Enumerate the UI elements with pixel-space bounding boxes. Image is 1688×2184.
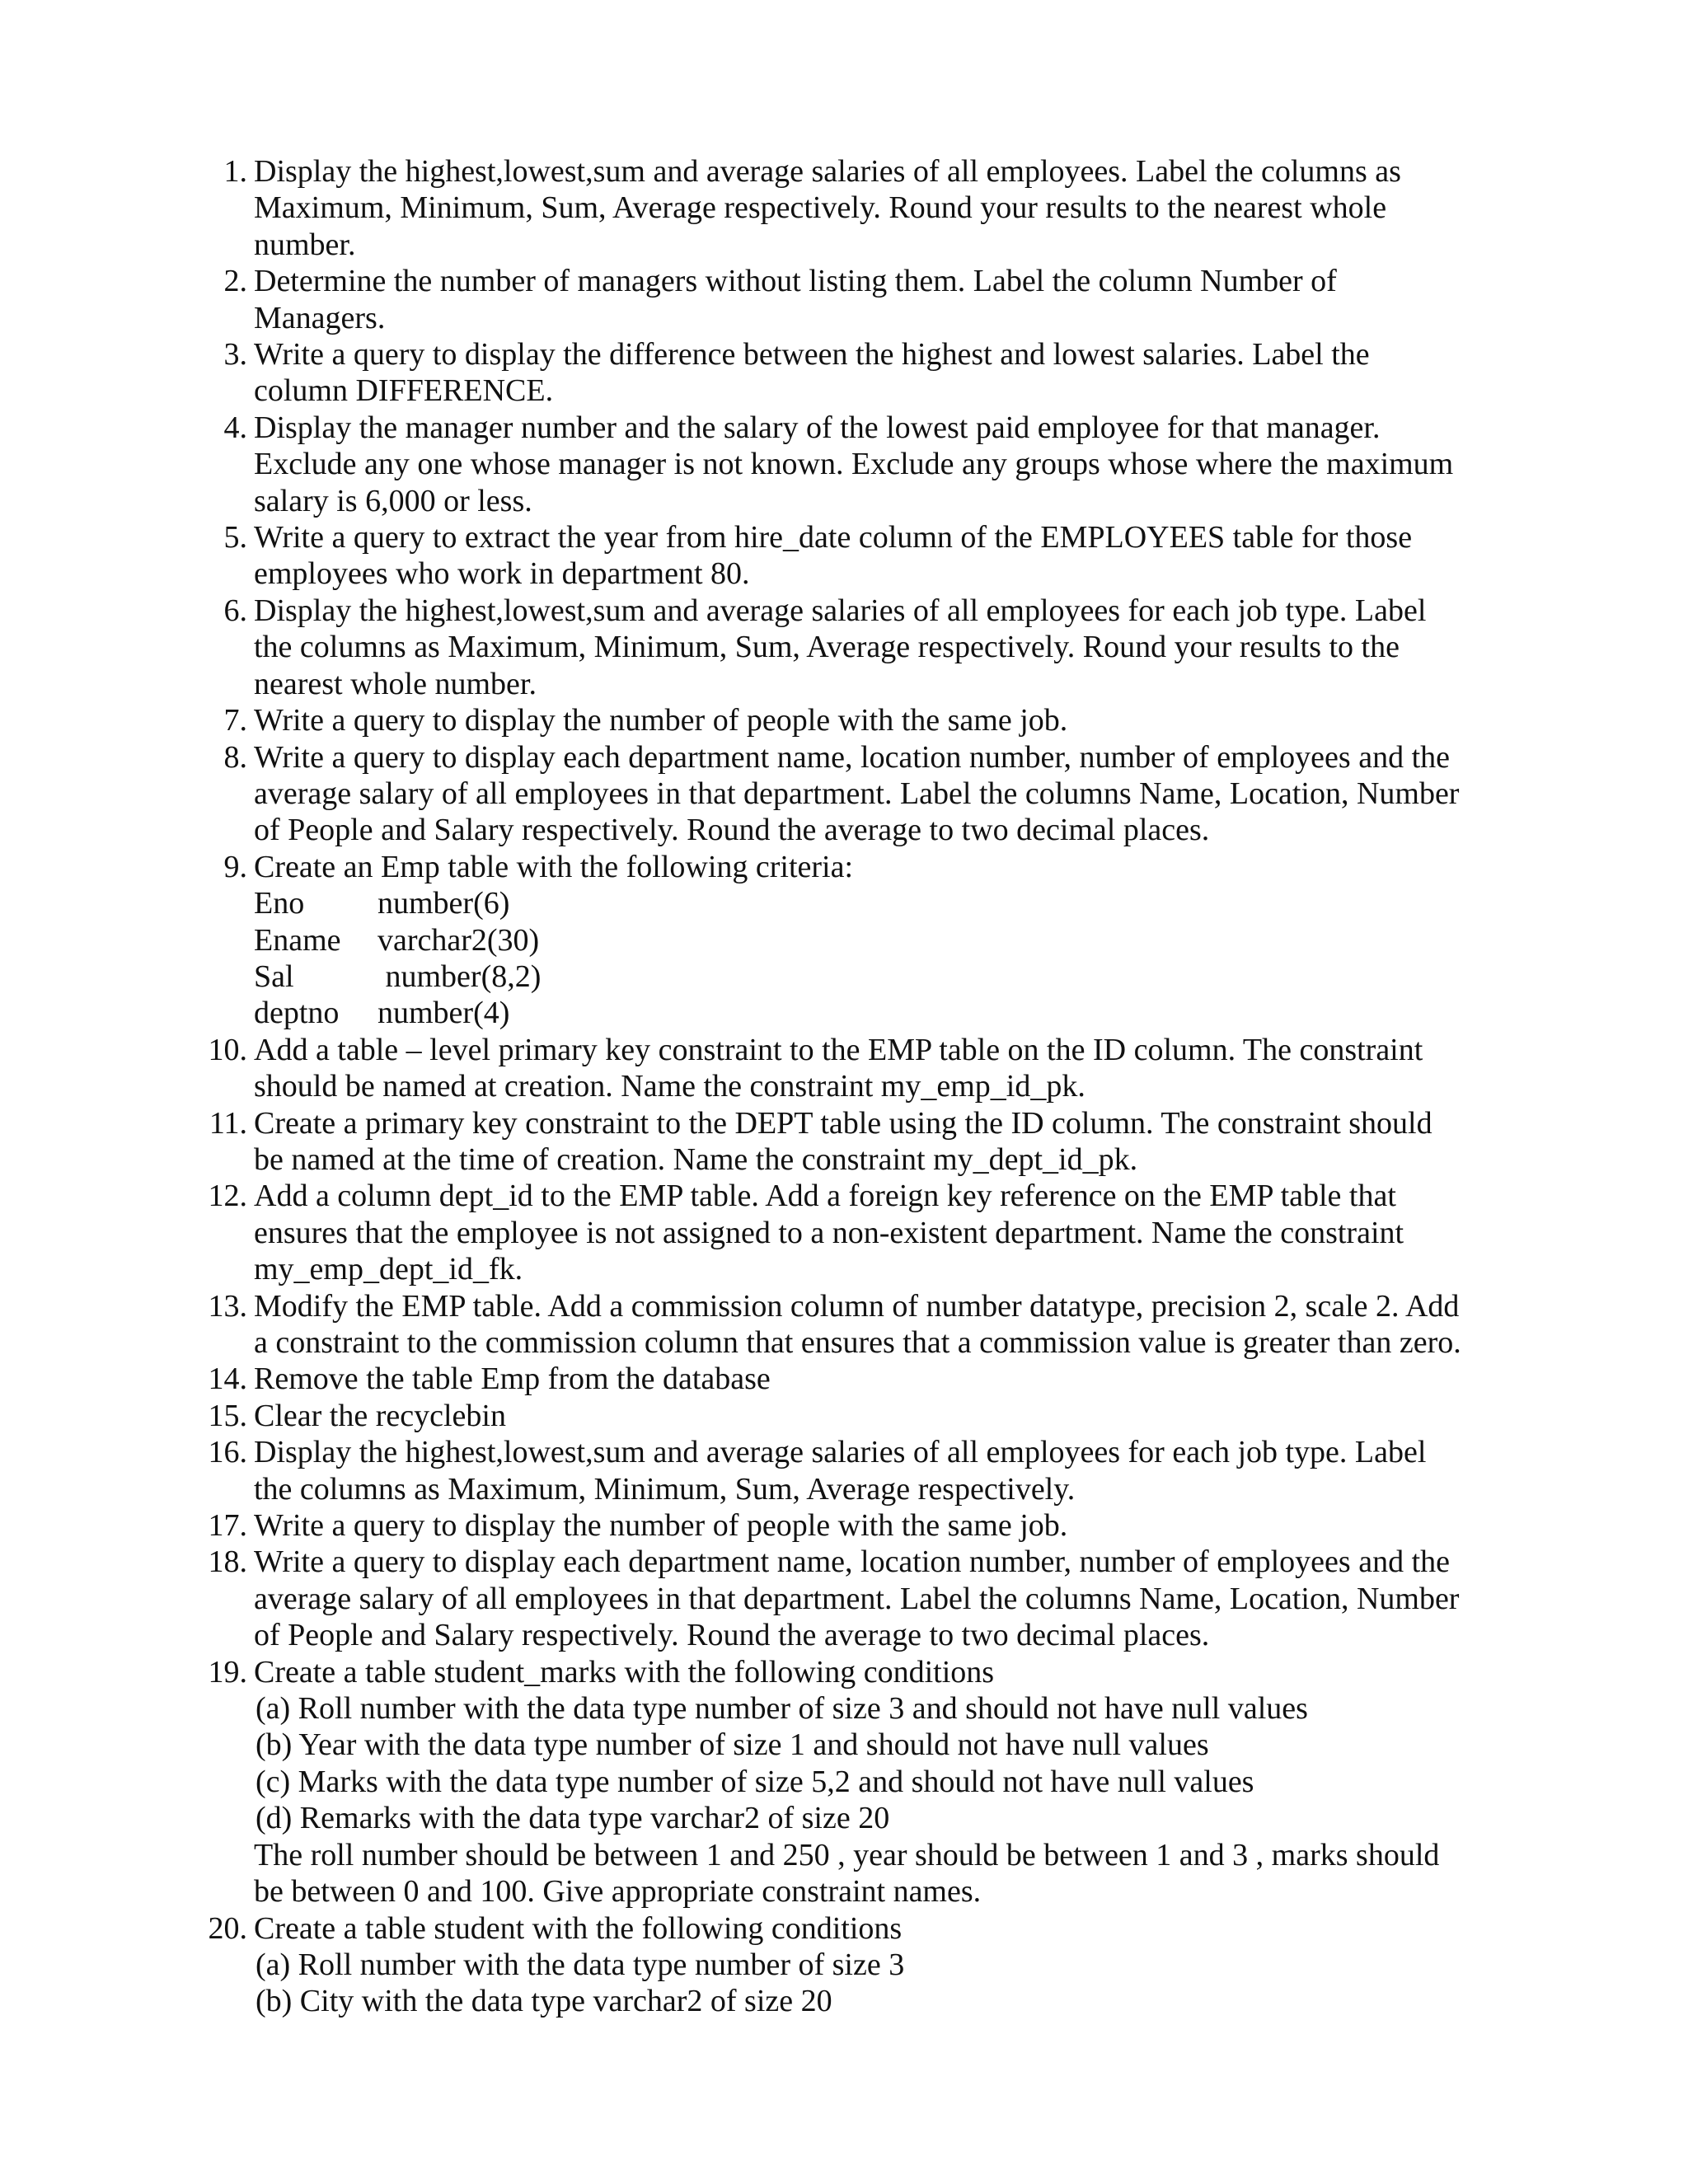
question-text-line: Modify the EMP table. Add a commission column of number datatype, precision 2, scale 2. Add [254,1288,1460,1324]
question-text-line: Display the highest,lowest,sum and average salaries of all employees for each job type. Label [254,1435,1427,1470]
question-text-line: Remove the table Emp from the database [254,1361,771,1397]
question-item [198,1178,1533,1287]
question-item [198,1288,1533,1361]
question-text-line: Determine the number of managers without listing them. Label the column Number of [254,264,1337,299]
question-number: 15. [208,1398,247,1433]
schema-row [254,885,1533,921]
question-text-line: Write a query to display each department name, location number, number of employees and the [254,1544,1450,1580]
question-number: 16. [208,1435,247,1470]
question-number: 19. [208,1654,247,1690]
question-text-line: Managers. [254,300,386,335]
condition-line: (c) Marks with the data type number of size 5,2 and should not have null values [256,1764,1254,1799]
question-number: 5. [223,520,247,555]
question-number: 1. [223,154,247,189]
condition-line: (a) Roll number with the data type number of size 3 and should not have null values [256,1691,1308,1727]
question-item [198,1910,1533,2020]
question-text-line: Create a table student with the following conditions [254,1910,903,1946]
question-number: 11. [209,1105,247,1141]
question-item [198,1398,1533,1434]
schema-column-name: Sal [254,958,294,994]
question-item [198,1654,1533,1910]
question-text-line: nearest whole number. [254,666,537,701]
question-number: 2. [223,264,247,299]
question-number: 7. [223,703,247,738]
question-item [198,1434,1533,1507]
schema-column-type: number(8,2) [377,958,542,994]
question-number: 14. [208,1361,247,1397]
schema-column-name: Ename [254,922,341,958]
question-text-line: Write a query to display each department name, location number, number of employees and the [254,739,1450,775]
question-text-line: of People and Salary respectively. Round the average to two decimal places. [254,1618,1210,1653]
question-number: 18. [208,1544,247,1580]
question-text-line: Write a query to display the number of people with the same job. [254,703,1068,738]
question-text-line: be between 0 and 100. Give appropriate constraint names. [254,1874,982,1910]
schema-column-type: number(4) [377,996,510,1031]
question-text-line: Add a table – level primary key constraint to the EMP table on the ID column. The constraint [254,1032,1423,1067]
schema-row [254,995,1533,1031]
question-text-line: salary is 6,000 or less. [254,483,532,518]
question-text-line: average salary of all employees in that department. Label the columns Name, Location, Number [254,776,1460,811]
question-number: 3. [223,337,247,373]
question-item [198,739,1533,849]
question-number: 13. [208,1288,247,1324]
question-number: 17. [208,1508,247,1544]
question-item [198,1361,1533,1397]
question-number: 10. [208,1032,247,1067]
question-text-line: Exclude any one whose manager is not known. Exclude any groups whose where the maximum [254,447,1454,482]
question-text-line: the columns as Maximum, Minimum, Sum, Average respectively. Round your results to the [254,630,1400,665]
question-list [198,153,1533,2020]
question-text-line: Write a query to display the difference between the highest and lowest salaries. Label the [254,337,1370,373]
question-text-line: Create an Emp table with the following criteria: [254,849,854,884]
question-item [198,702,1533,738]
question-text-line: ensures that the employee is not assigned to a non-existent department. Name the constraint [254,1215,1404,1250]
question-text-line: Display the highest,lowest,sum and average salaries of all employees. Label the columns as [254,154,1401,189]
schema-row [254,922,1533,958]
schema-column-type: number(6) [377,886,510,921]
question-text-line: Clear the recyclebin [254,1398,506,1433]
question-item [198,263,1533,336]
question-number: 6. [223,593,247,628]
question-text-line: employees who work in department 80. [254,556,750,592]
question-text-line: the columns as Maximum, Minimum, Sum, Average respectively. [254,1471,1076,1507]
question-text-line: be named at the time of creation. Name the constraint my_dept_id_pk. [254,1141,1138,1177]
question-item [198,519,1533,593]
question-item [198,593,1533,702]
question-number: 12. [208,1179,247,1214]
condition-line: (a) Roll number with the data type number of size 3 [256,1947,905,1982]
question-text-line: average salary of all employees in that department. Label the columns Name, Location, Number [254,1581,1460,1616]
schema-column-type: varchar2(30) [377,922,540,958]
question-item [198,153,1533,263]
question-item [198,1544,1533,1653]
question-text-line: Create a table student_marks with the following conditions [254,1654,995,1690]
question-text-line: number. [254,227,356,262]
question-item [198,849,1533,1032]
question-text-line: The roll number should be between 1 and 250 , year should be between 1 and 3 , marks should [254,1837,1440,1872]
question-text-line: Write a query to display the number of people with the same job. [254,1508,1068,1544]
question-text-line: Create a primary key constraint to the DEPT table using the ID column. The constraint should [254,1105,1432,1141]
condition-line: (d) Remarks with the data type varchar2 of size 20 [256,1801,890,1836]
question-text-line: Write a query to extract the year from hire_date column of the EMPLOYEES table for those [254,520,1413,555]
schema-column-name: deptno [254,996,340,1031]
question-text-line: a constraint to the commission column that ensures that a commission value is greater than zero. [254,1325,1461,1360]
question-text-line: my_emp_dept_id_fk. [254,1252,523,1287]
question-number: 20. [208,1910,247,1946]
question-item [198,1105,1533,1179]
condition-line: (b) Year with the data type number of size 1 and should not have null values [256,1727,1209,1763]
question-text-line: Display the highest,lowest,sum and average salaries of all employees for each job type. Label [254,593,1427,628]
schema-row [254,958,1533,995]
question-text-line: should be named at creation. Name the constraint my_emp_id_pk. [254,1069,1085,1104]
question-text-line: of People and Salary respectively. Round the average to two decimal places. [254,813,1210,848]
question-item [198,1507,1533,1544]
question-item [198,1032,1533,1105]
question-item [198,410,1533,519]
question-number: 9. [223,849,247,884]
question-item [198,336,1533,410]
question-text-line: Add a column dept_id to the EMP table. Add a foreign key reference on the EMP table that [254,1179,1396,1214]
question-text-line: Maximum, Minimum, Sum, Average respectively. Round your results to the nearest whole [254,190,1387,226]
question-text-line: Display the manager number and the salary of the lowest paid employee for that manager. [254,410,1381,445]
condition-line: (b) City with the data type varchar2 of size 20 [256,1984,832,2019]
schema-column-name: Eno [254,886,305,921]
question-number: 4. [223,410,247,445]
question-text-line: column DIFFERENCE. [254,373,554,409]
question-number: 8. [223,739,247,775]
